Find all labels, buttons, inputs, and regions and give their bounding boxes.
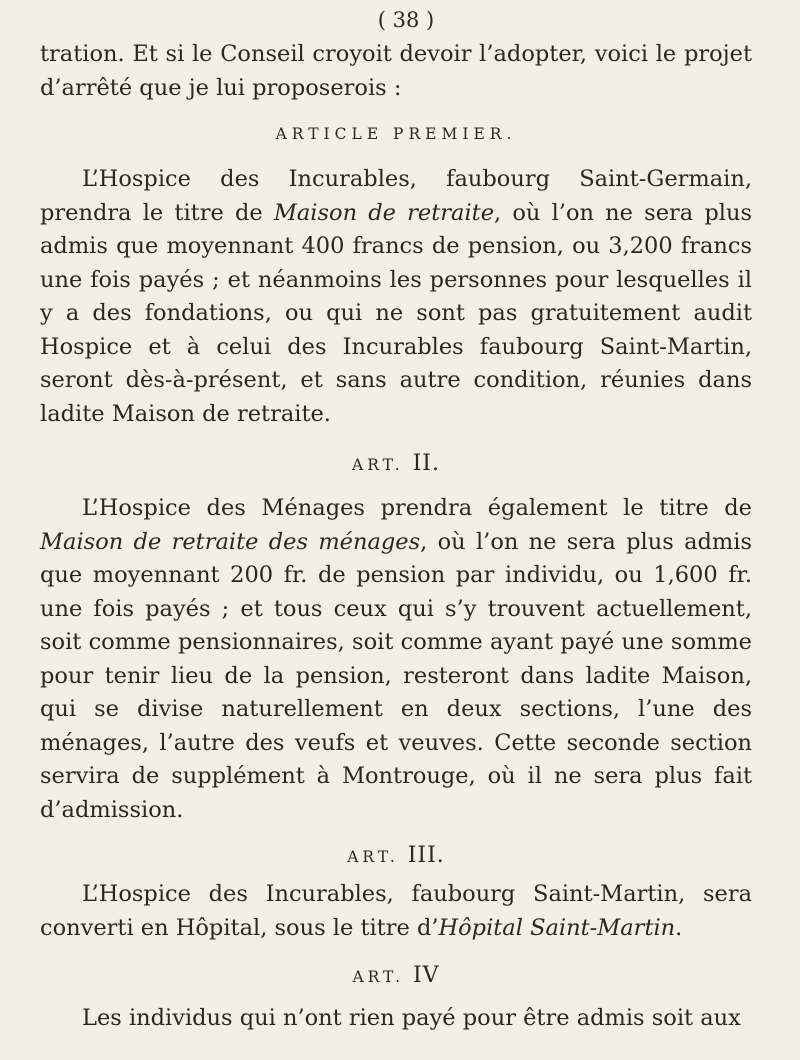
article-3-heading-label: ART. (347, 848, 399, 866)
article-1-paragraph (40, 163, 752, 431)
article-1-heading (40, 119, 752, 149)
article-2-paragraph (40, 492, 752, 827)
article-1-text-before: L’Hospice des Incurables, faubourg Saint-Germain, prendra le titre de (40, 166, 752, 226)
article-3-italic-title: Hôpital Saint-Martin (438, 914, 676, 941)
article-3-paragraph (40, 878, 752, 945)
article-2-heading-label: ART. (352, 456, 404, 474)
article-4-heading (40, 961, 752, 992)
article-3-text-after: . (675, 914, 683, 941)
article-1-text-after: , où l’on ne sera plus admis que moyennant 400 francs de pension, ou 3,200 francs une fois payés ; et néanmoins les personnes pour lesquelles il y a des fondations, ou qui ne sont pas gratuitement audit Hospice et à celui des Incurables faubourg Saint-Martin, seront dès-à-présent, et sans autre condition, réunies dans ladite Maison de retraite. (40, 199, 753, 427)
page-number: ( 38 ) (377, 8, 435, 32)
article-1-italic-title: Maison de retraite (273, 199, 495, 226)
article-2-heading (40, 449, 752, 480)
article-2-text-before: L’Hospice des Ménages prendra également le titre de (82, 495, 752, 521)
intro-paragraph: tration. Et si le Conseil croyoit devoir l’adopter, voici le projet d’arrêté que je lui proposerois : (40, 41, 752, 101)
article-1-heading-label: ARTICLE PREMIER. (275, 125, 517, 143)
article-4-text-before: Les individus qui n’ont rien payé pour être admis soit aux (82, 1005, 741, 1031)
article-3-heading (40, 841, 752, 872)
article-3-text-before: L’Hospice des Incurables, faubourg Saint-Martin, sera converti en Hôpital, sous le titre d’ (40, 881, 752, 941)
article-4-paragraph (40, 1002, 752, 1036)
article-2-italic-title: Maison de retraite des ménages (40, 528, 421, 555)
article-4-heading-number: IV (412, 963, 440, 988)
article-3-heading-number: III. (407, 843, 445, 868)
article-4-heading-label: ART. (352, 968, 405, 986)
article-2-text-after: , où l’on ne sera plus admis que moyennant 200 fr. de pension par individu, ou 1,600 fr. une fois payés ; et tous ceux qui s’y trouvent actuellement, soit comme pensionnaires, soit comme ayant payé une somme pour tenir lieu de la pension, resteront dans ladite Maison, qui se divise naturellement en deux sections, l’une des ménages, l’autre des veufs et veuves. Cette seconde section servira de supplément à Montrouge, où il ne sera plus fait d’admission. (40, 528, 753, 823)
article-2-heading-number: II. (412, 451, 440, 476)
